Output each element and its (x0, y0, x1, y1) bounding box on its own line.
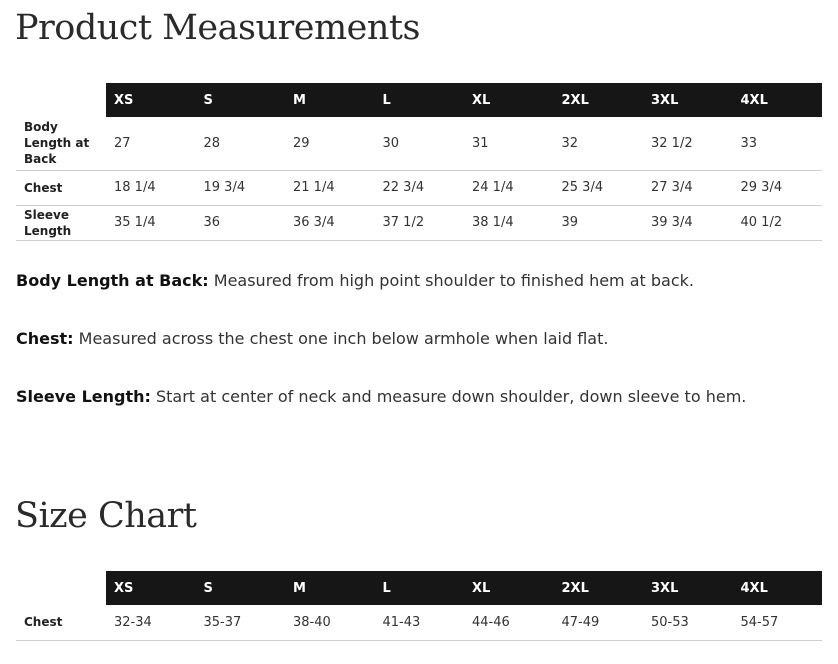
size-header: 4XL (733, 571, 823, 605)
size-header: XL (464, 83, 554, 117)
table-cell: 24 1/4 (464, 170, 554, 205)
table-cell: 30 (375, 117, 465, 170)
table-cell: 39 3/4 (643, 205, 733, 240)
table-cell: 32 (554, 117, 644, 170)
table-cell: 37 1/2 (375, 205, 465, 240)
table-cell: 44-46 (464, 605, 554, 640)
note-sleeve-length (16, 387, 746, 406)
table-row (16, 205, 822, 240)
size-header: 2XL (554, 83, 644, 117)
table-cell: 32 1/2 (643, 117, 733, 170)
table-cell: 35-37 (196, 605, 286, 640)
table-cell: 47-49 (554, 605, 644, 640)
size-header: 4XL (733, 83, 823, 117)
size-header: M (285, 571, 375, 605)
size-header: S (196, 571, 286, 605)
table-header-row (16, 571, 822, 605)
note-text: Measured from high point shoulder to finished hem at back. (208, 271, 694, 290)
note-term: Chest: (16, 329, 74, 348)
table-cell: 19 3/4 (196, 170, 286, 205)
table-cell: 33 (733, 117, 823, 170)
table-cell: 40 1/2 (733, 205, 823, 240)
table-row (16, 170, 822, 205)
table-cell: 38 1/4 (464, 205, 554, 240)
header-corner (16, 83, 106, 117)
table-cell: 38-40 (285, 605, 375, 640)
table-cell: 31 (464, 117, 554, 170)
row-label-body-length: Body Length at Back (16, 117, 106, 170)
size-chart-heading: Size Chart (15, 496, 197, 536)
table-cell: 41-43 (375, 605, 465, 640)
table-row (16, 117, 822, 170)
note-term: Body Length at Back: (16, 271, 209, 290)
note-body-length (16, 271, 694, 290)
table-cell: 27 (106, 117, 196, 170)
header-corner (16, 571, 106, 605)
table-cell: 29 (285, 117, 375, 170)
product-measurements-heading: Product Measurements (15, 8, 420, 48)
table-cell: 36 3/4 (285, 205, 375, 240)
table-cell: 32-34 (106, 605, 196, 640)
table-cell: 50-53 (643, 605, 733, 640)
row-label-sleeve-length: Sleeve Length (16, 205, 106, 240)
row-label-chest: Chest (16, 170, 106, 205)
size-header: XS (106, 83, 196, 117)
table-cell: 29 3/4 (733, 170, 823, 205)
size-header: L (375, 571, 465, 605)
table-cell: 54-57 (733, 605, 823, 640)
size-header: XL (464, 571, 554, 605)
table-cell: 18 1/4 (106, 170, 196, 205)
table-cell: 22 3/4 (375, 170, 465, 205)
note-chest (16, 329, 608, 348)
row-label-chest: Chest (16, 605, 106, 640)
size-header: 3XL (643, 83, 733, 117)
size-header: L (375, 83, 465, 117)
size-header: XS (106, 571, 196, 605)
table-cell: 28 (196, 117, 286, 170)
size-header: S (196, 83, 286, 117)
size-header: 2XL (554, 571, 644, 605)
table-cell: 27 3/4 (643, 170, 733, 205)
table-cell: 21 1/4 (285, 170, 375, 205)
table-cell: 36 (196, 205, 286, 240)
size-chart-table (16, 571, 822, 641)
note-text: Start at center of neck and measure down shoulder, down sleeve to hem. (150, 387, 747, 406)
note-term: Sleeve Length: (16, 387, 151, 406)
table-row (16, 605, 822, 640)
table-header-row (16, 83, 822, 117)
table-cell: 25 3/4 (554, 170, 644, 205)
size-header: M (285, 83, 375, 117)
table-cell: 35 1/4 (106, 205, 196, 240)
size-header: 3XL (643, 571, 733, 605)
table-cell: 39 (554, 205, 644, 240)
note-text: Measured across the chest one inch below armhole when laid flat. (73, 329, 609, 348)
product-measurements-table (16, 83, 822, 241)
